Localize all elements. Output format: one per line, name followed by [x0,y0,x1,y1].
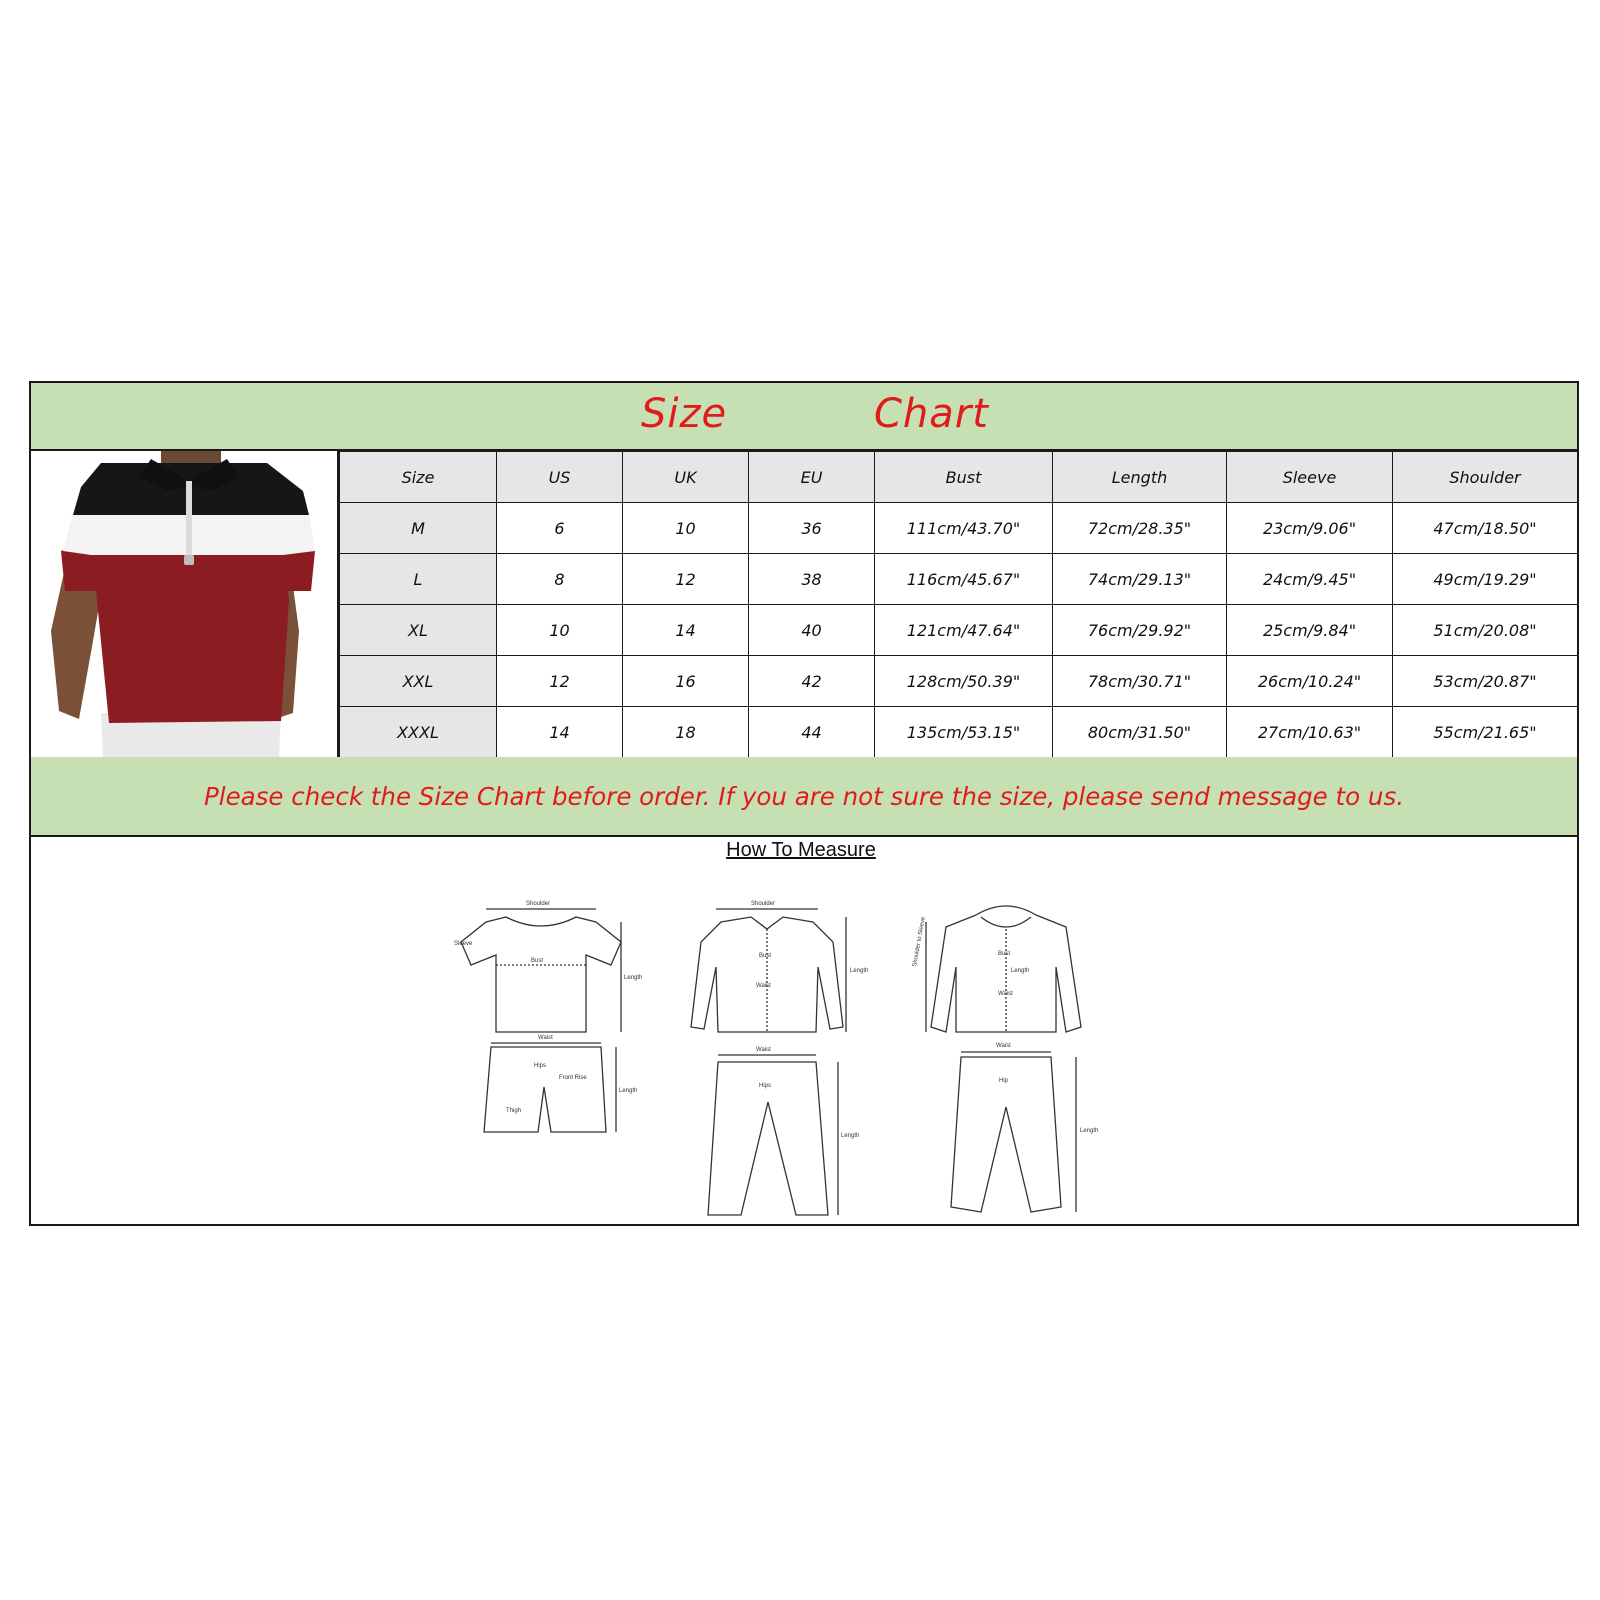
label-shoulder: Shoulder [751,901,776,907]
label-waist: Waist [756,983,771,989]
label-hips: Hips [534,1063,547,1069]
table-header-row [340,452,1578,503]
cell-size: XXXL [340,707,497,758]
label-length: Length [1011,968,1030,974]
cell-shoulder: 47cm/18.50" [1393,503,1578,554]
cell-bust: 116cm/45.67" [875,554,1053,605]
cell-bust: 111cm/43.70" [875,503,1053,554]
cell-size: XL [340,605,497,656]
label-bust: Bust [998,951,1011,957]
cell-length: 74cm/29.13" [1053,554,1227,605]
cell-uk: 12 [623,554,749,605]
cell-sleeve: 26cm/10.24" [1227,656,1393,707]
cell-us: 8 [497,554,623,605]
cell-sleeve: 25cm/9.84" [1227,605,1393,656]
header-size: Size [340,452,497,503]
cell-us: 12 [497,656,623,707]
cell-sleeve: 24cm/9.45" [1227,554,1393,605]
table-row [340,503,1578,554]
cell-length: 76cm/29.92" [1053,605,1227,656]
cell-eu: 42 [749,656,875,707]
label-length: Length [1080,1128,1099,1134]
cell-sleeve: 27cm/10.63" [1227,707,1393,758]
header-bust: Bust [875,452,1053,503]
header-sleeve: Sleeve [1227,452,1393,503]
how-to-measure-section [31,837,1577,1224]
table-row [340,656,1578,707]
label-waist: Waist [756,1047,771,1053]
label-shoulder-to-sleeve: Shoulder to Sleeve [912,916,927,968]
pants-diagram [708,1047,859,1215]
cell-shoulder: 55cm/21.65" [1393,707,1578,758]
joggers-diagram [951,1043,1098,1212]
cell-size: M [340,503,497,554]
cell-us: 10 [497,605,623,656]
label-hip: Hip [999,1078,1009,1084]
cell-bust: 135cm/53.15" [875,707,1053,758]
label-waist: Waist [538,1035,553,1041]
label-length: Length [624,975,643,981]
label-hips: Hips [759,1083,772,1089]
cell-us: 14 [497,707,623,758]
cell-uk: 18 [623,707,749,758]
label-shoulder: Shoulder [526,901,551,907]
notice-text: Please check the Size Chart before order. If you are not sure the size, please send message to us. [204,781,1404,811]
hoodie-diagram [912,906,1081,1032]
cell-bust: 128cm/50.39" [875,656,1053,707]
label-sleeve: Sleeve [454,941,473,947]
label-length: Length [841,1133,860,1139]
cell-shoulder: 51cm/20.08" [1393,605,1578,656]
cell-size: XXL [340,656,497,707]
header-uk: UK [623,452,749,503]
label-length: Length [850,968,869,974]
size-chart [29,381,1579,1226]
cell-uk: 14 [623,605,749,656]
title-chart: Chart [874,391,989,437]
shorts-diagram [484,1035,637,1132]
cell-length: 72cm/28.35" [1053,503,1227,554]
cell-eu: 38 [749,554,875,605]
polo-shirt-image [31,451,337,757]
table-row [340,554,1578,605]
table-row [340,605,1578,656]
measure-title: How To Measure [726,839,876,861]
label-waist: Waist [996,1043,1011,1049]
cell-bust: 121cm/47.64" [875,605,1053,656]
cell-us: 6 [497,503,623,554]
header-eu: EU [749,452,875,503]
label-waist: Waist [998,991,1013,997]
cell-shoulder: 49cm/19.29" [1393,554,1578,605]
label-bust: Bust [759,953,772,959]
table-row [340,707,1578,758]
label-length: Length [619,1088,638,1094]
header-length: Length [1053,452,1227,503]
cell-uk: 16 [623,656,749,707]
cell-eu: 44 [749,707,875,758]
label-front-rise: Front Rise [559,1075,587,1081]
title-size: Size [641,391,728,437]
label-bust: Bust [531,958,544,964]
product-photo-cell [31,451,339,757]
title-bar [31,383,1577,451]
cell-sleeve: 23cm/9.06" [1227,503,1393,554]
cell-length: 78cm/30.71" [1053,656,1227,707]
cell-length: 80cm/31.50" [1053,707,1227,758]
tshirt-diagram [454,901,642,1032]
cell-size: L [340,554,497,605]
size-table [339,451,1578,758]
cell-shoulder: 53cm/20.87" [1393,656,1578,707]
label-thigh: Thigh [506,1108,522,1114]
shirt-diagram [691,901,868,1032]
cell-eu: 40 [749,605,875,656]
cell-uk: 10 [623,503,749,554]
header-shoulder: Shoulder [1393,452,1578,503]
measurement-diagrams [426,867,1146,1222]
notice-bar [31,757,1577,837]
cell-eu: 36 [749,503,875,554]
header-us: US [497,452,623,503]
